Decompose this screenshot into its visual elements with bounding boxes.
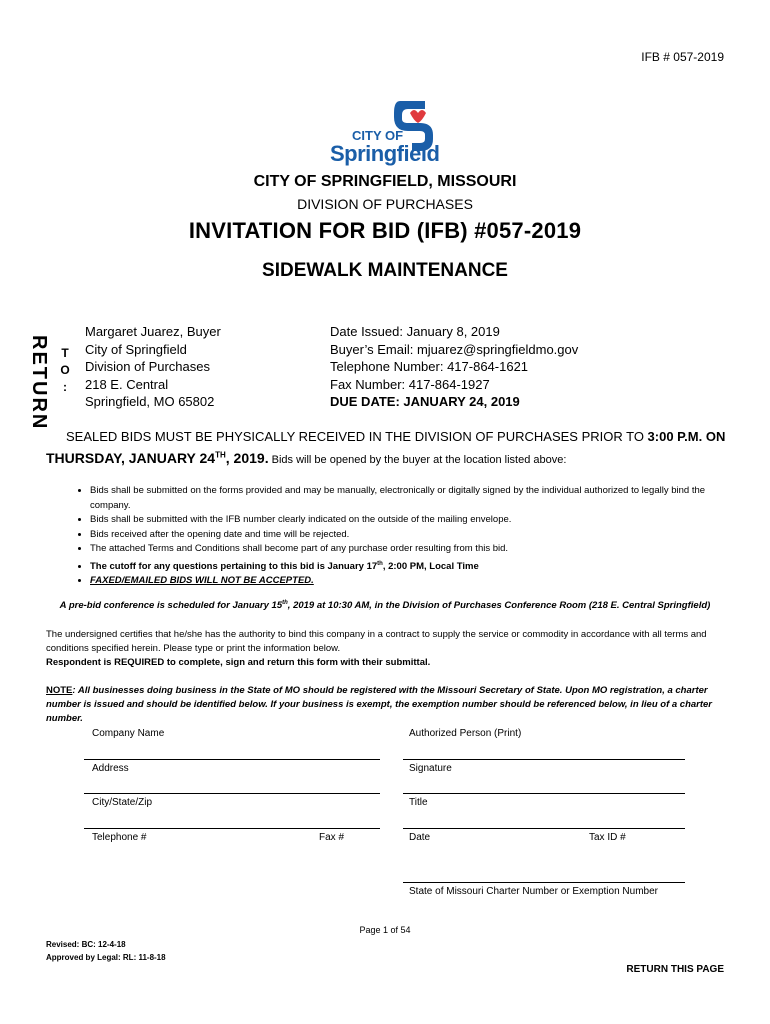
division-title: DIVISION OF PURCHASES <box>297 196 473 212</box>
revised-line: Revised: BC: 12-4-18 <box>46 940 126 949</box>
address-line: City of Springfield <box>85 341 187 357</box>
buyer-email: Buyer’s Email: mjuarez@springfieldmo.gov <box>330 341 579 357</box>
fax-label: Fax # <box>319 832 345 843</box>
city-state-zip-label: City/State/Zip <box>92 797 153 808</box>
address-line: Division of Purchases <box>85 359 210 374</box>
page-number: Page 1 of 54 <box>359 925 411 935</box>
list-item: • Bids received after the opening date and time will be rejected. <box>90 528 731 543</box>
sealed-text: SEALED BIDS MUST BE PHYSICALLY RECEIVED IN THE DIVISION OF PURCHASES PRIOR TO <box>66 429 648 444</box>
sealed-time: 3:00 P.M. ON <box>647 429 726 444</box>
bid-rules-list <box>66 484 731 589</box>
address-line: Springfield, MO 65802 <box>85 394 215 409</box>
to-label <box>60 345 70 396</box>
opening-location: Bids will be opened by the buyer at the location listed above: <box>268 454 567 466</box>
city-line-rule[interactable] <box>84 793 380 794</box>
list-item: • Bids shall be submitted on the forms provided and may be manually, electronically or digitally signed by the individual authorized to legally bind the company. <box>90 484 731 513</box>
authorized-person-label: Authorized Person (Print) <box>409 728 522 739</box>
certification <box>46 628 726 670</box>
date-issued: Date Issued: January 8, 2019 <box>330 324 500 339</box>
revision-info <box>46 938 166 964</box>
title-line-rule[interactable] <box>403 793 685 794</box>
ifb-number: IFB # 057-2019 <box>641 50 724 64</box>
note-label: NOTE <box>46 685 73 696</box>
logo-city-of: CITY OF <box>352 128 404 143</box>
charter-label: State of Missouri Charter Number or Exemption Number <box>409 886 658 897</box>
telephone-number: Telephone Number: 417-864-1621 <box>330 359 529 374</box>
signature-label: Signature <box>409 763 452 774</box>
telephone-label: Telephone # <box>92 832 147 843</box>
to-letter: O <box>60 363 70 377</box>
city-logo <box>330 95 442 167</box>
to-letter: : <box>63 380 67 394</box>
date-label: Date <box>409 832 431 843</box>
return-address <box>85 323 221 411</box>
list-item: • The cutoff for any questions pertaining to this bid is January 17th, 2:00 PM, Local Time <box>90 557 731 575</box>
registration-note <box>46 684 726 726</box>
company-name-label: Company Name <box>92 728 165 739</box>
address-label: Address <box>92 763 129 774</box>
sealed-bids-notice <box>66 429 725 444</box>
project-title: SIDEWALK MAINTENANCE <box>262 260 508 281</box>
charter-line-rule[interactable] <box>403 882 685 883</box>
list-item: • FAXED/EMAILED BIDS WILL NOT BE ACCEPTED. <box>90 574 731 589</box>
signature-line-rule[interactable] <box>403 759 685 760</box>
return-this-page: RETURN THIS PAGE <box>626 964 724 975</box>
required-text: Respondent is REQUIRED to complete, sign and return this form with their submittal. <box>46 657 431 668</box>
note-text: : All businesses doing business in the State of MO should be registered with the Missouri Secretary of State. Upon MO registration, a charter number is issued and should be identified below. If your business is exempt, the exemption number should be referenced below, in lieu of a charter number. <box>46 685 713 724</box>
bid-info <box>330 323 578 411</box>
tax-id-label: Tax ID # <box>589 832 626 843</box>
logo-springfield: Springfield <box>330 141 440 166</box>
opening-date: THURSDAY, JANUARY 24TH, 2019. <box>46 450 269 466</box>
prebid-conference: A pre-bid conference is scheduled for January 15th, 2019 at 10:30 AM, in the Division of Purchases Conference Room (218 E. Central Springfield) <box>59 600 711 612</box>
title-label: Title <box>409 797 428 808</box>
fax-number: Fax Number: 417-864-1927 <box>330 376 490 392</box>
due-date: DUE DATE: JANUARY 24, 2019 <box>330 394 520 409</box>
sealed-bids-notice-2 <box>46 450 566 466</box>
city-title: CITY OF SPRINGFIELD, MISSOURI <box>253 173 517 190</box>
list-item: • Bids shall be submitted with the IFB number clearly indicated on the outside of the mailing envelope. <box>90 513 731 528</box>
telephone-line-rule[interactable] <box>84 828 380 829</box>
invitation-title: INVITATION FOR BID (IFB) #057-2019 <box>188 218 582 243</box>
to-letter: T <box>61 346 69 360</box>
list-item: • The attached Terms and Conditions shall become part of any purchase order resulting from this bid. <box>90 542 731 557</box>
address-line-rule[interactable] <box>84 759 380 760</box>
date-line-rule[interactable] <box>403 828 685 829</box>
address-line: Margaret Juarez, Buyer <box>85 324 221 339</box>
approved-line: Approved by Legal: RL: 11-8-18 <box>46 953 166 962</box>
return-label: RETURN <box>28 335 50 431</box>
address-line: 218 E. Central <box>85 376 169 392</box>
certification-text: The undersigned certifies that he/she has the authority to bind this company in a contract to supply the service or commodity in accordance with all terms and conditions specified herein. Please type or print the information below. <box>46 629 707 654</box>
